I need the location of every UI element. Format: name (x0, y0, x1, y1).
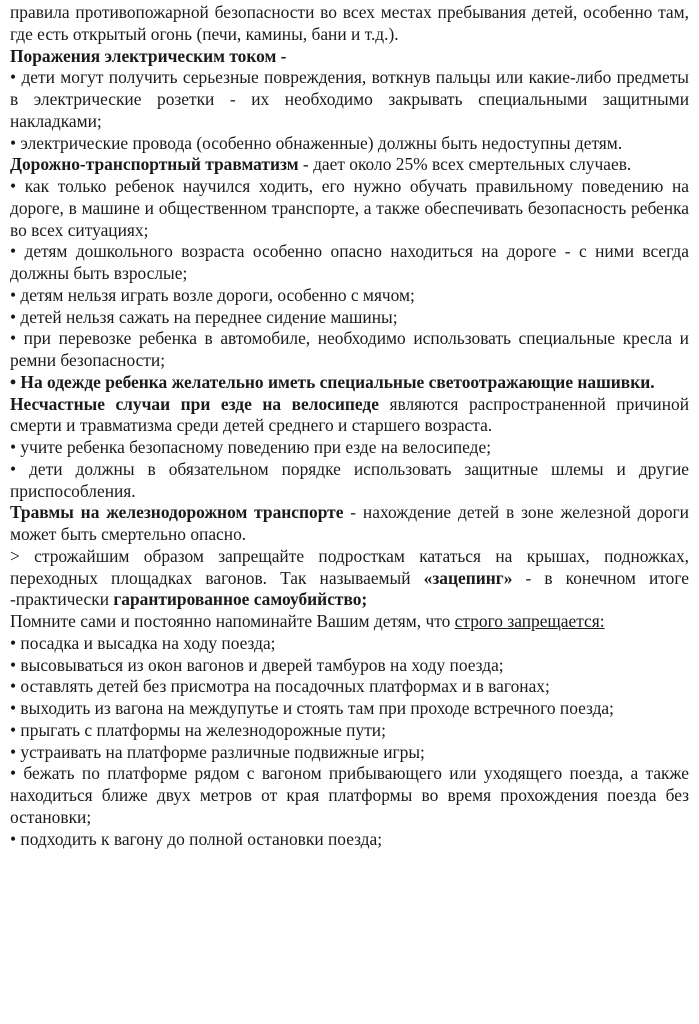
text-run: • оставлять детей без присмотра на посадочных платформах и в вагонах; (10, 676, 550, 697)
text-run: • учите ребенка безопасному поведению при езде на велосипеде; (10, 437, 492, 457)
text-run: • электрические провода (особенно обнаженные) должны быть недоступны детям. (10, 132, 623, 153)
text-run: • посадка и высадка на ходу поезда; (10, 632, 276, 653)
electric-shock-heading (10, 46, 689, 68)
text-run: - нахождение детей в зоне железной дороги может быть смертельно опасно. (10, 502, 689, 544)
text-run: Помните сами и постоянно напоминайте Вашим детям, что (10, 611, 455, 631)
railway-paragraph (10, 502, 689, 546)
intro-fire-paragraph (10, 2, 689, 46)
road-item-2 (10, 241, 689, 285)
text-run: являются распространенной причиной смерти и травматизма среди детей среднего и старшего возраста. (10, 393, 690, 436)
bicycle-item-2 (10, 459, 689, 503)
bicycle-item-1 (10, 437, 689, 459)
text-run: • выходить из вагона на междупутье и стоять там при проходе встречного поезда; (10, 698, 614, 718)
text-run: • прыгать с платформы на железнодорожные пути; (10, 719, 386, 740)
road-item-4 (10, 307, 689, 329)
railway-zaceping-paragraph (10, 546, 689, 611)
railway-item-7 (10, 763, 689, 828)
road-item-5 (10, 328, 689, 372)
bold-text-run: • На одежде ребенка желательно иметь специальные светоотражающие нашивки. (10, 371, 655, 392)
railway-item-4 (10, 698, 689, 720)
text-run: • при перевозке ребенка в автомобиле, необходимо использовать специальные кресла и ремни безопасности; (10, 328, 689, 370)
text-run: • как только ребенок научился ходить, его нужно обучать правильному поведению на дороге, в машине и общественном транспорте, а также обеспечивать безопасность ребенка во всех ситуациях; (10, 176, 689, 240)
electric-item-2 (10, 133, 689, 155)
railway-item-2 (10, 655, 689, 677)
railway-item-6 (10, 742, 689, 764)
text-run: • детям дошкольного возраста особенно опасно находиться на дороге - с ними всегда должны быть взрослые; (10, 241, 689, 283)
electric-item-1 (10, 67, 689, 132)
text-run: • детям нельзя играть возле дороги, особенно с мячом; (10, 284, 415, 305)
railway-item-5 (10, 720, 689, 742)
underlined-text-run: строго запрещается: (454, 611, 605, 631)
text-run: правила противопожарной безопасности во всех местах пребывания детей, особенно там, где есть открытый огонь (печи, камины, бани и т.д.). (10, 2, 689, 44)
railway-item-3 (10, 676, 689, 698)
road-item-6 (10, 372, 689, 394)
text-run: - дает около 25% всех смертельных случаев. (298, 154, 632, 175)
text-run: - в конечном итоге -практически (10, 567, 689, 610)
bold-text-run: Травмы на железнодорожном транспорте (10, 502, 344, 523)
road-item-3 (10, 285, 689, 307)
bicycle-paragraph (10, 394, 689, 438)
road-item-1 (10, 176, 689, 241)
text-run: • детей нельзя сажать на переднее сидение машины; (10, 306, 398, 327)
bold-text-run: Поражения электрическим током - (10, 45, 287, 66)
text-run: • дети могут получить серьезные повреждения, воткнув пальцы или какие-либо предметы в электрические розетки - их необходимо закрывать специальными защитными накладками; (10, 67, 689, 131)
text-run: • бежать по платформе рядом с вагоном прибывающего или уходящего поезда, а также находиться ближе двух метров от края платформы во время прохождения поезда без остановки; (10, 763, 689, 827)
railway-remind-paragraph (10, 611, 689, 633)
railway-item-1 (10, 633, 689, 655)
text-run: • подходить к вагону до полной остановки поезда; (10, 828, 383, 849)
bold-text-run: «зацепинг» (423, 567, 513, 588)
bold-text-run: Несчастные случаи при езде на велосипеде (10, 393, 379, 414)
bold-text-run: Дорожно-транспортный травматизм (10, 154, 299, 175)
text-run: • дети должны в обязательном порядке использовать защитные шлемы и другие приспособления. (10, 458, 689, 501)
text-run: > строжайшим образом запрещайте подросткам кататься на крышах, подножках, переходных площадках вагонов. Так называемый (10, 545, 689, 588)
bold-text-run: гарантированное самоубийство; (113, 589, 368, 610)
railway-item-8 (10, 829, 689, 851)
text-run: • высовываться из окон вагонов и дверей тамбуров на ходу поезда; (10, 654, 504, 675)
text-run: • устраивать на платформе различные подвижные игры; (10, 741, 425, 762)
road-trauma-paragraph (10, 154, 689, 176)
